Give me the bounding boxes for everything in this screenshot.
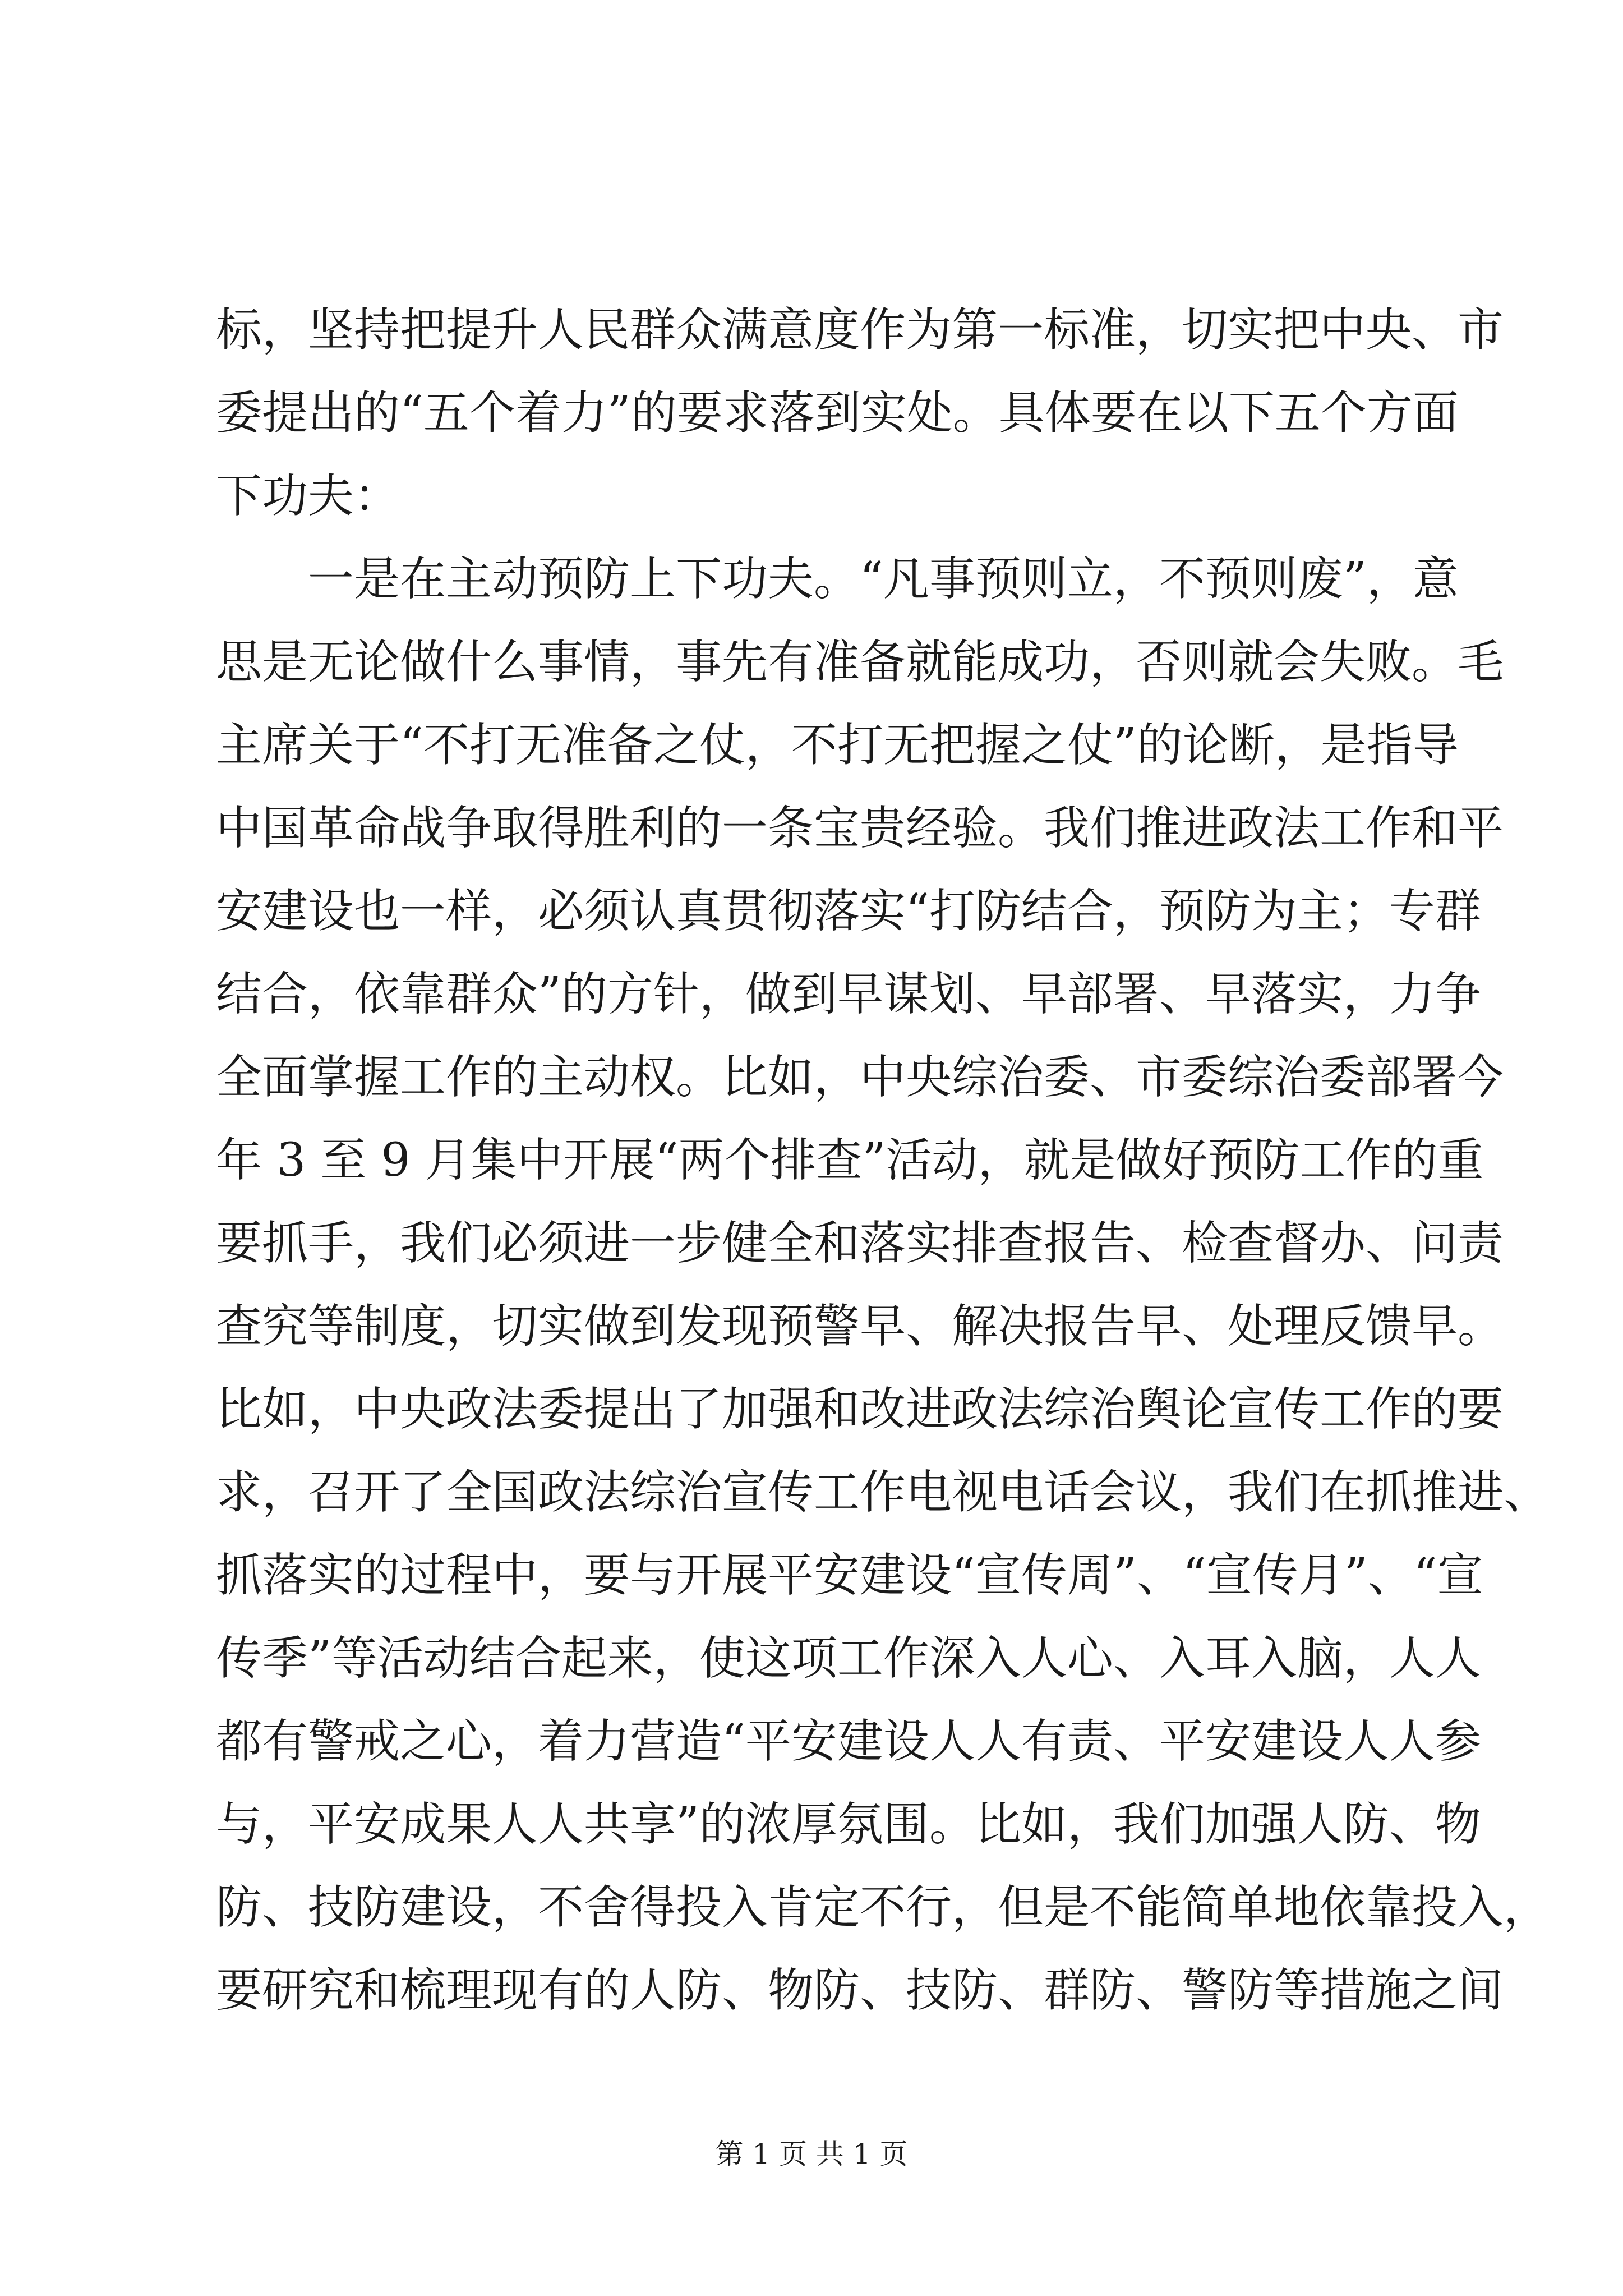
text-line: 都有警戒之心，着力营造“平安建设人人有责、平安建设人人参 <box>216 1715 1481 1768</box>
text-line: 下功夫： <box>216 470 400 523</box>
text-line: 年 3 至 9 月集中开展“两个排查”活动，就是做好预防工作的重 <box>216 1134 1484 1187</box>
text-line: 与，平安成果人人共享”的浓厚氛围。比如，我们加强人防、物 <box>216 1798 1481 1851</box>
text-line: 要研究和梳理现有的人防、物防、技防、群防、警防等措施之间 <box>216 1964 1504 2017</box>
text-line: 主席关于“不打无准备之仗，不打无把握之仗”的论断，是指导 <box>216 719 1459 772</box>
text-line: 思是无论做什么事情，事先有准备就能成功，否则就会失败。毛 <box>216 636 1504 689</box>
text-line: 抓落实的过程中，要与开展平安建设“宣传周”、“宣传月”、“宣 <box>216 1549 1483 1602</box>
text-line: 全面掌握工作的主动权。比如，中央综治委、市委综治委部署今 <box>216 1051 1504 1104</box>
text-line: 一是在主动预防上下功夫。“凡事预则立，不预则废”，意 <box>216 553 1459 606</box>
text-line: 求，召开了全国政法综治宣传工作电视电话会议，我们在抓推进、 <box>216 1466 1550 1519</box>
text-line: 委提出的“五个着力”的要求落到实处。具体要在以下五个方面 <box>216 386 1459 440</box>
page-number: 第 1 页 共 1 页 <box>715 2138 908 2170</box>
text-line: 中国革命战争取得胜利的一条宝贵经验。我们推进政法工作和平 <box>216 802 1504 855</box>
text-line: 防、技防建设，不舍得投入肯定不行，但是不能简单地依靠投入， <box>216 1881 1550 1934</box>
body-text <box>216 289 1550 2032</box>
text-line: 查究等制度，切实做到发现预警早、解决报告早、处理反馈早。 <box>216 1300 1504 1353</box>
text-line: 传季”等活动结合起来，使这项工作深入人心、入耳入脑，人人 <box>216 1632 1481 1685</box>
text-line: 要抓手，我们必须进一步健全和落实排查报告、检查督办、问责 <box>216 1217 1504 1270</box>
text-line: 结合，依靠群众”的方针，做到早谋划、早部署、早落实，力争 <box>216 968 1481 1021</box>
text-line: 标，坚持把提升人民群众满意度作为第一标准，切实把中央、市 <box>216 303 1504 357</box>
text-line: 比如，中央政法委提出了加强和改进政法综治舆论宣传工作的要 <box>216 1383 1504 1436</box>
page-footer <box>0 2137 1623 2171</box>
text-line: 安建设也一样，必须认真贯彻落实“打防结合，预防为主；专群 <box>216 885 1481 938</box>
